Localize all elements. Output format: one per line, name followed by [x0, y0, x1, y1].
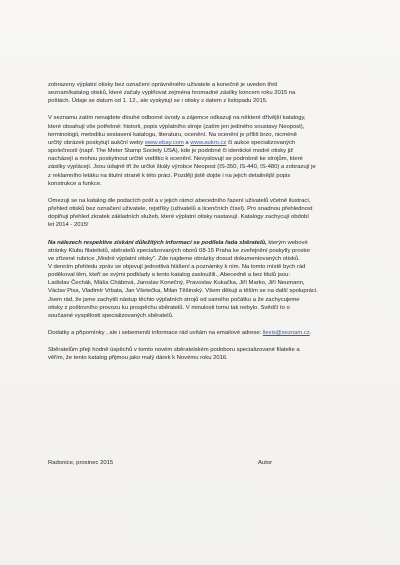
paragraph-intro — [48, 81, 362, 105]
text-line: zobrazeny výplatní otisky bez označení oprávněného uživatele a konečně je uveden třetí — [48, 82, 278, 88]
text-line: nacházejí a mohou poskytnout určité vodítko k ocenění. Nevyslovují se podrobně ke strojům, které — [48, 156, 303, 163]
text-line: let 2014 - 2015! — [48, 222, 89, 229]
text-line: otisky z poštovního provozu ku prospěchu sběratelů. V minulosti tomu tak nebylo. Svědčí to o — [48, 304, 290, 311]
text-line: zásilky vyplácejí. Jsou údajně tří že určké škály výrobce Neopost (IS-350, IS-440, IS-480) a zobrazují je — [48, 164, 316, 171]
text-line: poděkoval těm, kteří se svými podklady a tento katalog zasloužili., Abecedně a bez titulů jsou: — [48, 272, 291, 279]
text-line: které obsahují vše potřebné: historii, popis výplatního stroje (zatím jen jediného soustavy Neopost), — [48, 123, 305, 130]
text-line: současné vyspělosti specializovaných sběratelů. — [48, 312, 174, 319]
text-line: V seznamu zatím nenajdete dlouhé odborné úvody a zájemce odkazuji na některé dřívější katalogy, — [48, 115, 306, 122]
text-line: stránky Klubu filatelistů, sběratelů specializovaných oborů 08-15 Praha ke zveřejnění poskytly prostor — [48, 247, 311, 254]
text-line-with-email: Dodatky a připomínky , ale i sebemenší informace rád uvítám na emailové adrese: llexis@seznam.cz. — [48, 330, 312, 337]
text-line: z reklamního letáku na titulní straně k této práci. Později jistě dojde i na jejich detailnější popis — [48, 172, 291, 179]
paragraph-acknowledgements — [48, 239, 362, 321]
aukro-link[interactable]: www.aukro.cz — [190, 139, 227, 146]
text-line: Omezuji se na katalog dle podacích pošt a v jejich rámci abecedního řazení uživatelů včetně ilustrací, — [48, 197, 311, 204]
ebay-link[interactable]: www.ebay.com — [144, 139, 184, 146]
text-line: doplňuji přehled zkratek základních služeb, které výplatní otisky nastavují. Katalogy zachycují období — [48, 214, 309, 221]
text-line: terminologii, metodiku sestavení katalogu, literaturu, ocenění. Na ocenění je příliš brzo, nicméně — [48, 131, 297, 138]
text-line: ve zřízené rubrice „Modré výplatní otisky". Zde najdeme obrázky dosud dokumentovaných otisků. — [48, 255, 300, 262]
paragraph-contact — [48, 329, 362, 337]
text-line: konstrukce a funkce. — [48, 180, 102, 187]
author-signature: Autor — [258, 460, 273, 466]
text-line: poštách. Údaje se datum od 1. 12., ale vyskytují se i otisky s datem z listopadu 2015. — [48, 98, 268, 105]
text-line-emphasis: Na nálezech respektive získání důležitých informací se podílela řada sběratelů, kterým webové — [48, 239, 308, 246]
document-body — [48, 81, 362, 372]
email-link[interactable]: llexis@seznam.cz — [262, 330, 310, 337]
text-line: V denním přehledu zpráv se objevují jednotlivá hlášení a poznámky k nim. Na tomto místě bych rád — [48, 263, 306, 270]
paragraph-catalogs — [48, 114, 362, 187]
text-line: věřím, že tento katalog přijmou jako malý dárek k Novému roku 2016. — [48, 355, 228, 362]
text-line-with-links: určitý obrázek poskytují aukční weby www.ebay.com a www.aukro.cz či aukce specializovaných — [48, 139, 296, 146]
text-line: Ladislav Čechák, Máša Chábová, Jaroslav Konečný, Pravoslav Kukačka, Jiří Marko, Jiří Neumann, — [48, 280, 305, 287]
text-line: přehled otisků bez označení uživatele, rejstříky (uživatelů a licenčních čísel). Pro snadnou přehlednost — [48, 206, 313, 213]
place-date: Radonice, prosinec 2015 — [48, 460, 114, 466]
paragraph-closing — [48, 346, 362, 362]
text-line: společností (např. The Meter Stamp Society USA), kde je podobné či identické modré otisky již — [48, 148, 294, 155]
text-line: Sběratelům přeji hodně úspěchů v tomto novém sběratelském podoboru specializované filatelie a — [48, 347, 300, 354]
emphasis-text: Na nálezech respektive získání důležitých informací se podílela řada sběratelů, — [48, 239, 267, 246]
text-line: Jsem rád, že jsme zachytili nástup těchto výplatních strojů od samého počátku a že zachycujeme — [48, 296, 300, 303]
text-line: seznam/katalog otisků, které začaly vyplňovat zejména hromadné zásilky koncem roku 2015 na — [48, 90, 296, 97]
text-line: Václav Pixa, Vladimír Vrbata, Jan Všetečka, Milan Těšinský. Všem děkuji a těším se na další spolupráci. — [48, 288, 318, 295]
paragraph-scope — [48, 197, 362, 230]
